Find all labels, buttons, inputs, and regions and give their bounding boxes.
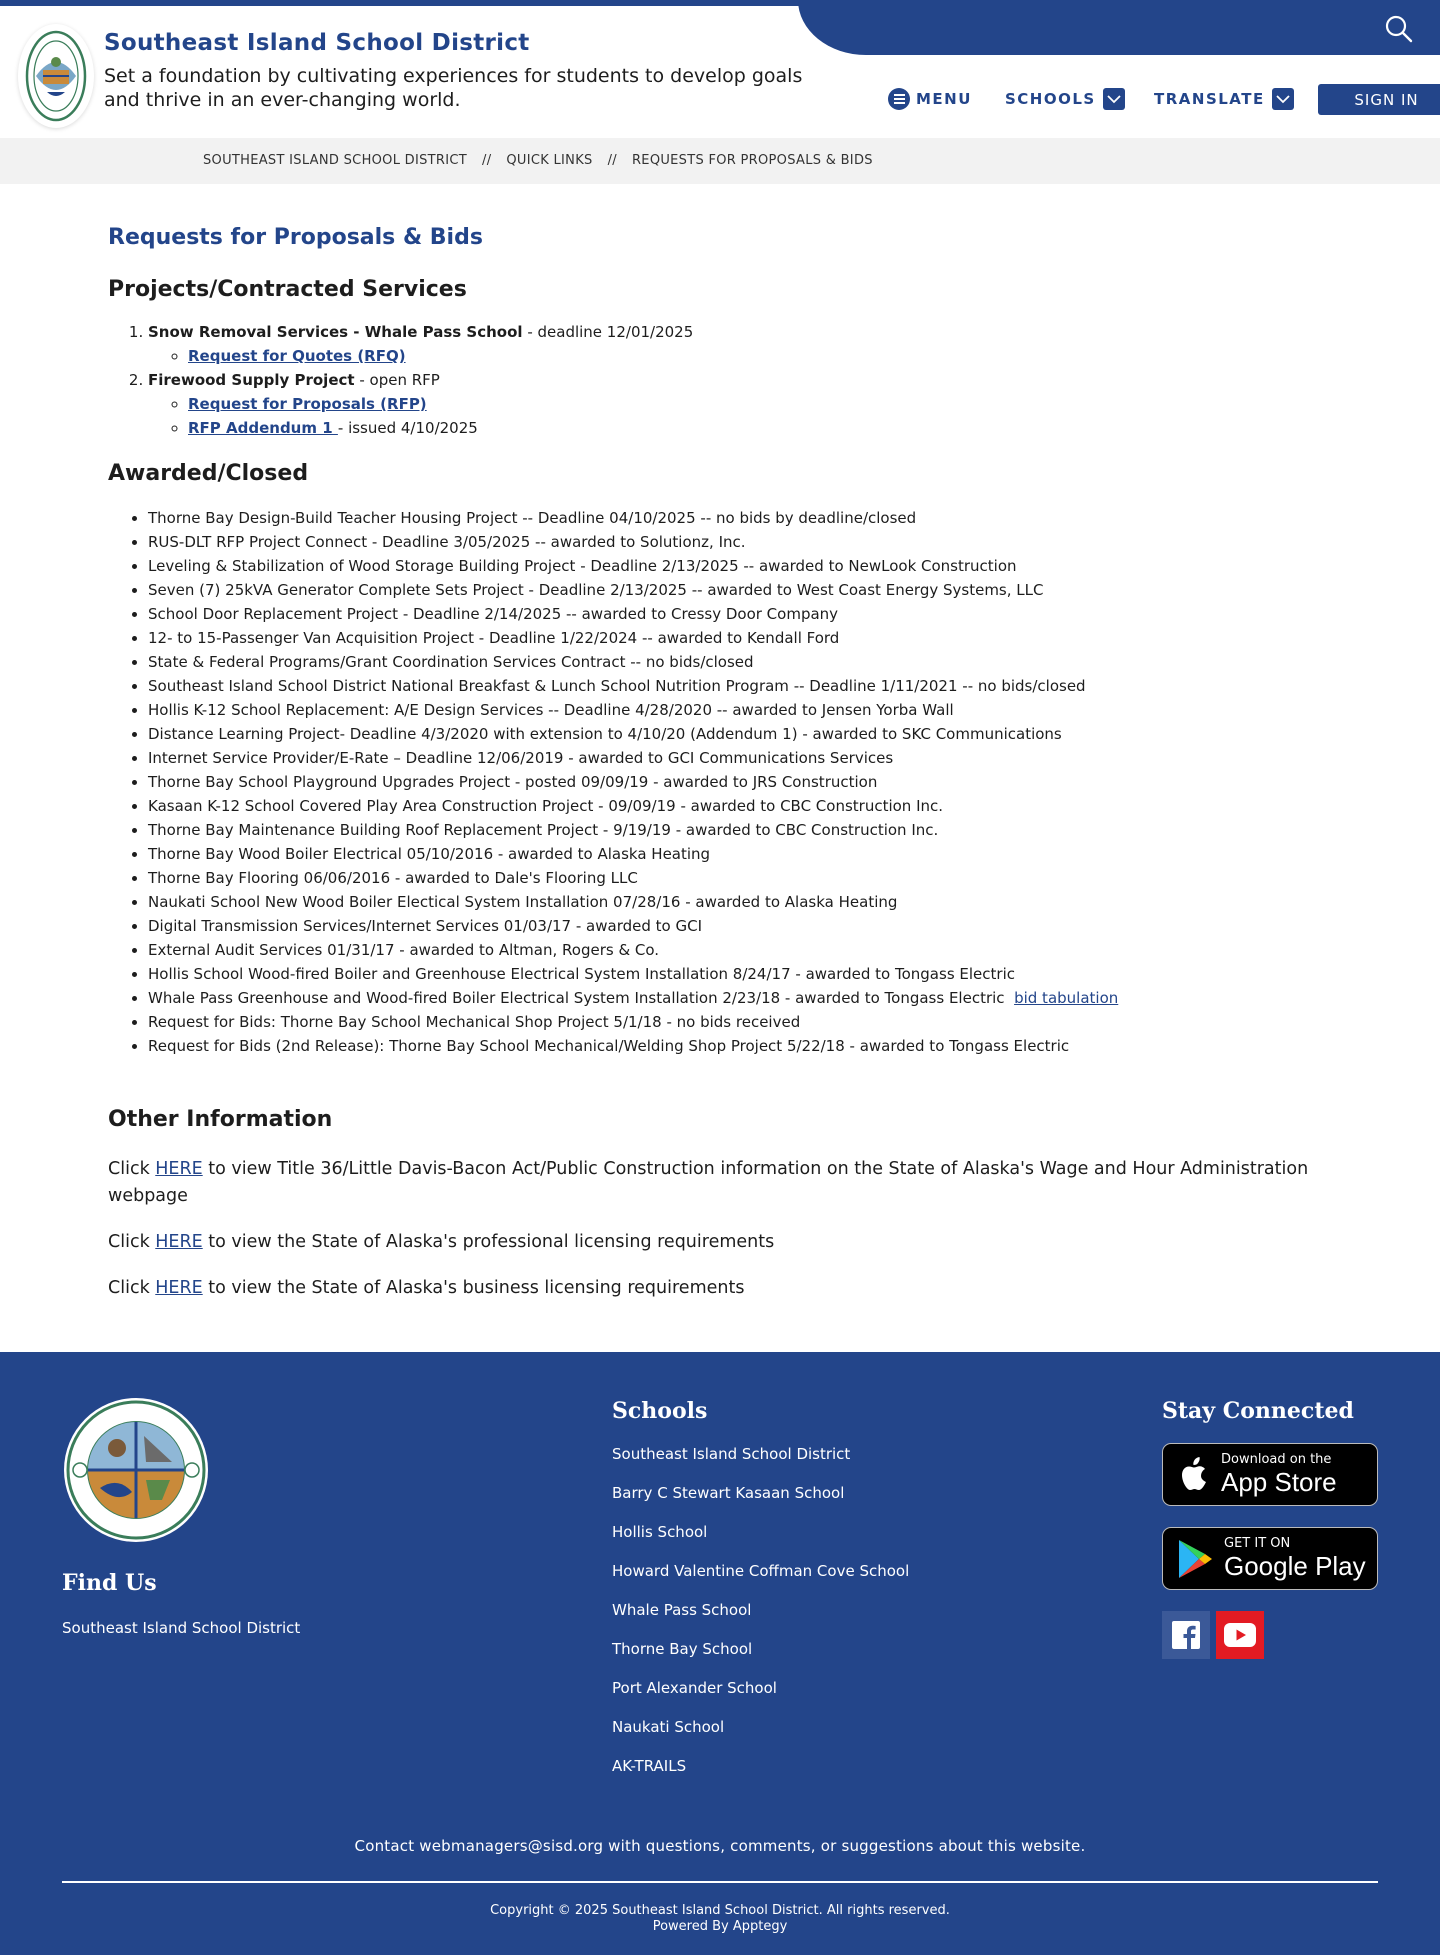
page-title: Requests for Proposals & Bids (108, 225, 483, 250)
footer-school-link[interactable]: Howard Valentine Coffman Cove School (612, 1562, 910, 1580)
projects-heading: Projects/Contracted Services (108, 277, 467, 302)
app-store-small-text: Download on the (1221, 1451, 1332, 1467)
other-info-pre: Click (108, 1232, 156, 1252)
app-store-big-text: App Store (1221, 1466, 1337, 1497)
district-seal-logo (25, 30, 87, 122)
closed-item: • Distance Learning Project- Deadline 4/3/2020 with extension to 4/10/20 (Addendum 1) - awarded to SKC Communications (148, 722, 1338, 746)
sign-in-button[interactable]: SIGN IN (1318, 84, 1440, 115)
footer-school-item (612, 1444, 909, 1483)
footer-school-link[interactable]: Port Alexander School (612, 1679, 777, 1697)
schools-label: SCHOOLS (1005, 90, 1096, 108)
footer-school-item (612, 1639, 909, 1678)
district-logo[interactable] (18, 24, 94, 128)
site-footer (0, 1352, 1440, 1955)
closed-item: • Hollis K-12 School Replacement: A/E Design Services -- Deadline 4/28/2020 -- awarded to Jensen Yorba Wall (148, 698, 1338, 722)
closed-item: • Digital Transmission Services/Internet Services 01/03/17 - awarded to GCI (148, 914, 1338, 938)
footer-school-item (612, 1756, 909, 1795)
youtube-link[interactable] (1216, 1611, 1264, 1659)
closed-item: • Thorne Bay Flooring 06/06/2016 - awarded to Dale's Flooring LLC (148, 866, 1338, 890)
breadcrumb-current[interactable]: REQUESTS FOR PROPOSALS & BIDS (631, 153, 873, 168)
district-seal-logo[interactable] (62, 1396, 210, 1544)
closed-item: • Thorne Bay Maintenance Building Roof Replacement Project - 9/19/19 - awarded to CBC Construction Inc. (148, 818, 1338, 842)
project-status: - open RFP (354, 371, 440, 389)
schools-dropdown[interactable] (1005, 84, 1125, 114)
footer-school-item (612, 1483, 909, 1522)
bid-tabulation-link[interactable]: bid tabulation (1014, 989, 1119, 1007)
project-doc-item (188, 416, 1338, 440)
site-header (0, 0, 1440, 138)
search-icon (1384, 14, 1414, 44)
closed-item: • Internet Service Provider/E-Rate – Deadline 12/06/2019 - awarded to GCI Communications Services (148, 746, 1338, 770)
search-button[interactable] (1384, 14, 1416, 46)
project-item (148, 320, 1338, 368)
footer-school-link[interactable]: Hollis School (612, 1523, 708, 1541)
business-licensing-link[interactable]: HERE (155, 1278, 203, 1298)
google-play-icon (1175, 1538, 1215, 1580)
other-info-heading: Other Information (108, 1107, 333, 1132)
footer-school-link[interactable]: AK-TRAILS (612, 1757, 687, 1775)
menu-button[interactable] (888, 84, 972, 114)
wage-hour-link[interactable]: HERE (155, 1159, 203, 1179)
menu-icon (888, 88, 910, 110)
closed-item: • Thorne Bay Design-Build Teacher Housing Project -- Deadline 04/10/2025 -- no bids by deadline/closed (148, 506, 1338, 530)
breadcrumb-separator: // (607, 153, 617, 168)
site-title[interactable]: Southeast Island School District (104, 30, 530, 56)
footer-school-link[interactable]: Thorne Bay School (612, 1640, 753, 1658)
addendum-note: - issued 4/10/2025 (337, 419, 478, 437)
other-info-paragraph (108, 1156, 1338, 1210)
footer-school-item (612, 1717, 909, 1756)
menu-label: MENU (916, 90, 972, 108)
youtube-icon (1224, 1623, 1256, 1647)
main-content (108, 224, 1338, 1302)
breadcrumb-home[interactable]: SOUTHEAST ISLAND SCHOOL DISTRICT (203, 153, 468, 168)
closed-item: • Leveling & Stabilization of Wood Storage Building Project - Deadline 2/13/2025 -- awarded to NewLook Construction (148, 554, 1338, 578)
other-info-paragraph (108, 1229, 1338, 1256)
footer-school-link[interactable]: Southeast Island School District (612, 1445, 851, 1463)
closed-item: • Thorne Bay School Playground Upgrades Project - posted 09/09/19 - awarded to JRS Construction (148, 770, 1338, 794)
project-status: - deadline 12/01/2025 (522, 323, 694, 341)
project-item (148, 368, 1338, 440)
rfp-addendum-link[interactable]: RFP Addendum 1 (188, 419, 338, 437)
closed-item: • Hollis School Wood-fired Boiler and Greenhouse Electrical System Installation 8/24/17 - awarded to Tongass Electric (148, 962, 1338, 986)
closed-item: • Seven (7) 25kVA Generator Complete Sets Project - Deadline 2/13/2025 -- awarded to West Coast Energy Systems, LLC (148, 578, 1338, 602)
rfq-link[interactable]: Request for Quotes (RFQ) (188, 347, 406, 365)
apple-icon (1177, 1455, 1211, 1495)
site-tagline: Set a foundation by cultivating experiences for students to develop goals and thrive in an ever-changing world. (104, 65, 803, 111)
footer-school-item (612, 1600, 909, 1639)
closed-item: • Request for Bids (2nd Release): Thorne Bay School Mechanical/Welding Shop Project 5/22/18 - awarded to Tongass Electric (148, 1034, 1338, 1058)
header-accent-shape (798, 0, 1440, 55)
footer-school-link[interactable]: Naukati School (612, 1718, 725, 1736)
other-info-pre: Click (108, 1278, 156, 1298)
app-store-button[interactable] (1162, 1443, 1378, 1506)
closed-item (148, 986, 1338, 1010)
footer-school-item (612, 1522, 909, 1561)
chevron-down-icon (1272, 88, 1294, 110)
footer-schools-list (612, 1444, 909, 1795)
other-info-text: to view the State of Alaska's professional licensing requirements (202, 1232, 775, 1252)
footer-address: Southeast Island School District (62, 1619, 301, 1637)
other-info (108, 1156, 1338, 1302)
find-us-heading: Find Us (62, 1570, 157, 1596)
breadcrumb-separator: // (482, 153, 492, 168)
facebook-link[interactable] (1162, 1611, 1210, 1659)
schools-heading: Schools (612, 1398, 708, 1424)
closed-item: • Kasaan K-12 School Covered Play Area Construction Project - 09/09/19 - awarded to CBC Construction Inc. (148, 794, 1338, 818)
footer-contact: Contact webmanagers@sisd.org with questions, comments, or suggestions about this website. (354, 1837, 1086, 1855)
translate-dropdown[interactable] (1154, 84, 1294, 114)
other-info-text: to view the State of Alaska's business licensing requirements (202, 1278, 745, 1298)
breadcrumb-quick-links[interactable]: QUICK LINKS (506, 153, 593, 168)
chevron-down-icon (1103, 88, 1125, 110)
closed-item: • Thorne Bay Wood Boiler Electrical 05/10/2016 - awarded to Alaska Heating (148, 842, 1338, 866)
closed-item: • 12- to 15-Passenger Van Acquisition Project - Deadline 1/22/2024 -- awarded to Kendall Ford (148, 626, 1338, 650)
closed-item: • Request for Bids: Thorne Bay School Mechanical Shop Project 5/1/18 - no bids received (148, 1010, 1338, 1034)
closed-item-text: Whale Pass Greenhouse and Wood-fired Boiler Electrical System Installation 2/23/18 - awarded to Tongass Electric (148, 989, 1015, 1007)
google-play-small-text: GET IT ON (1224, 1535, 1291, 1551)
closed-item: • School Door Replacement Project - Deadline 2/14/2025 -- awarded to Cressy Door Company (148, 602, 1338, 626)
footer-school-item (612, 1561, 909, 1600)
copyright-text: Copyright © 2025 Southeast Island School District. All rights reserved. (490, 1903, 950, 1918)
breadcrumb (0, 138, 1440, 184)
google-play-button[interactable] (1162, 1527, 1378, 1590)
project-name: Snow Removal Services - Whale Pass School (148, 323, 523, 341)
project-doc-item (188, 344, 1338, 368)
other-info-pre: Click (108, 1159, 156, 1179)
other-info-text: to view Title 36/Little Davis-Bacon Act/Public Construction information on the State of Alaska's Wage and Hour Administration webpage (108, 1159, 1309, 1206)
rfp-link[interactable]: Request for Proposals (RFP) (188, 395, 427, 413)
google-play-big-text: Google Play (1224, 1550, 1366, 1581)
projects-list (108, 320, 1338, 440)
facebook-icon (1172, 1621, 1200, 1649)
footer-divider (62, 1881, 1378, 1883)
footer-school-item (612, 1678, 909, 1717)
project-name: Firewood Supply Project (148, 371, 355, 389)
closed-list (108, 506, 1338, 1058)
stay-connected-heading: Stay Connected (1162, 1398, 1354, 1424)
footer-school-link[interactable]: Whale Pass School (612, 1601, 752, 1619)
professional-licensing-link[interactable]: HERE (155, 1232, 203, 1252)
closed-item: • Naukati School New Wood Boiler Electical System Installation 07/28/16 - awarded to Alaska Heating (148, 890, 1338, 914)
closed-heading: Awarded/Closed (108, 461, 309, 486)
footer-school-link[interactable]: Barry C Stewart Kasaan School (612, 1484, 845, 1502)
closed-item: • External Audit Services 01/31/17 - awarded to Altman, Rogers & Co. (148, 938, 1338, 962)
footer-copyright (0, 1903, 1440, 1935)
closed-item: • Southeast Island School District National Breakfast & Lunch School Nutrition Program -- Deadline 1/11/2021 -- no bids/closed (148, 674, 1338, 698)
translate-label: TRANSLATE (1154, 90, 1265, 108)
other-info-paragraph (108, 1275, 1338, 1302)
powered-by-text: Powered By Apptegy (652, 1919, 788, 1934)
project-doc-item (188, 392, 1338, 416)
closed-item: • RUS-DLT RFP Project Connect - Deadline 3/05/2025 -- awarded to Solutionz, Inc. (148, 530, 1338, 554)
closed-item: • State & Federal Programs/Grant Coordination Services Contract -- no bids/closed (148, 650, 1338, 674)
